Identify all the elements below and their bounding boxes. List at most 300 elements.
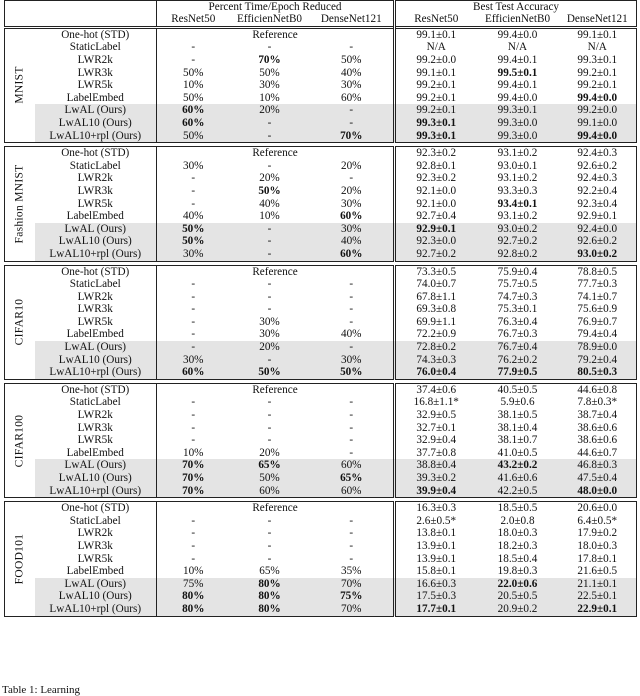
accuracy-densenet121: [559, 553, 637, 566]
accuracy-value: 44.6±0.7: [577, 446, 618, 459]
method-name: LWR3k: [77, 303, 113, 316]
time-reduced-value: -: [349, 446, 354, 459]
accuracy-efficientnetb0: [477, 396, 559, 409]
accuracy-value: 93.0±0.2: [497, 222, 538, 235]
time-reduced-value: 30%: [340, 222, 362, 235]
accuracy-value: 99.2±0.1: [416, 104, 457, 117]
time-reduced-resnet50: [157, 590, 230, 603]
accuracy-efficientnetb0: [477, 590, 559, 603]
accuracy-resnet50: [395, 291, 477, 304]
accuracy-value: 74.7±0.3: [497, 290, 538, 303]
accuracy-value: 93.1±0.2: [497, 172, 538, 185]
accuracy-value: 2.6±0.5*: [416, 514, 457, 527]
accuracy-value: 92.3±0.2: [416, 147, 457, 160]
accuracy-efficientnetb0: [477, 92, 559, 105]
accuracy-value: 92.3±0.0: [416, 235, 457, 248]
time-reduced-value: 10%: [182, 79, 204, 92]
time-reduced-densenet121: [310, 54, 395, 67]
time-reduced-value: 60%: [259, 484, 280, 497]
col-header-time-efficientnetb0: EfficienNetB0: [236, 13, 303, 26]
method-name: LWR2k: [77, 527, 113, 540]
time-reduced-resnet50: [157, 603, 230, 616]
table-row: [5, 354, 637, 367]
time-reduced-resnet50: [157, 130, 230, 143]
table-row: [5, 79, 637, 92]
accuracy-value: 99.4±0.1: [497, 79, 538, 92]
accuracy-resnet50: [395, 565, 477, 578]
accuracy-value: 37.4±0.6: [416, 383, 457, 396]
time-reduced-value: -: [267, 129, 272, 142]
dataset-block-fashion-mnist: [4, 146, 637, 261]
accuracy-value: 75.7±0.5: [497, 278, 538, 291]
time-reduced-value: 50%: [340, 54, 362, 66]
accuracy-resnet50: [395, 27, 477, 41]
time-reduced-resnet50: [157, 316, 230, 329]
table-row: [5, 198, 637, 211]
accuracy-resnet50: [395, 328, 477, 341]
accuracy-value: 16.8±1.1*: [413, 396, 459, 409]
time-reduced-densenet121: [310, 130, 395, 143]
accuracy-resnet50: [395, 341, 477, 354]
accuracy-value: 99.3±0.1: [416, 129, 457, 142]
method-name: LWR5k: [77, 315, 113, 328]
time-reduced-resnet50: [157, 67, 230, 80]
results-table: [4, 0, 636, 617]
accuracy-value: 42.2±0.5: [497, 484, 538, 497]
accuracy-value: 99.2±0.1: [577, 79, 618, 92]
accuracy-value: 48.0±0.0: [577, 484, 618, 497]
time-reduced-value: -: [191, 396, 196, 409]
time-reduced-efficientnetb0: [230, 223, 310, 236]
accuracy-value: 38.1±0.7: [497, 434, 538, 447]
accuracy-value: 41.6±0.6: [497, 472, 538, 484]
accuracy-value: 38.1±0.5: [497, 409, 538, 422]
table-row: [5, 553, 637, 566]
table-row: [5, 54, 637, 67]
table-row: [5, 422, 637, 435]
time-reduced-value: 30%: [340, 79, 362, 92]
dataset-name: FOOD101: [13, 533, 26, 585]
table-row: [5, 502, 637, 515]
accuracy-resnet50: [395, 502, 477, 515]
accuracy-densenet121: [559, 366, 637, 379]
table-row: [5, 185, 637, 198]
time-reduced-value: -: [191, 303, 196, 316]
accuracy-efficientnetb0: [477, 185, 559, 198]
accuracy-efficientnetb0: [477, 198, 559, 211]
time-reduced-value: -: [191, 41, 196, 54]
time-reduced-value: 40%: [340, 235, 362, 248]
accuracy-value: 99.2±0.1: [577, 66, 618, 79]
time-reduced-efficientnetb0: [230, 185, 310, 198]
table-row: [5, 565, 637, 578]
time-reduced-value: -: [267, 353, 272, 366]
table-row: [5, 147, 637, 160]
time-reduced-densenet121: [310, 396, 395, 409]
accuracy-efficientnetb0: [477, 447, 559, 460]
time-reduced-value: -: [267, 116, 272, 129]
method-name: LWR3k: [77, 184, 113, 197]
accuracy-value: 76.2±0.2: [497, 353, 538, 366]
time-reduced-efficientnetb0: [230, 409, 310, 422]
time-reduced-densenet121: [310, 540, 395, 553]
accuracy-value: 18.0±0.3: [577, 539, 618, 552]
accuracy-densenet121: [559, 328, 637, 341]
time-reduced-value: -: [349, 172, 354, 185]
time-reduced-resnet50: [157, 434, 230, 447]
time-reduced-efficientnetb0: [230, 130, 310, 143]
accuracy-value: 93.0±0.2: [577, 247, 618, 260]
time-reduced-resnet50: [157, 527, 230, 540]
time-reduced-efficientnetb0: [230, 104, 310, 117]
time-reduced-value: 70%: [182, 459, 205, 472]
table-row: [5, 409, 637, 422]
time-reduced-densenet121: [310, 409, 395, 422]
accuracy-densenet121: [559, 198, 637, 211]
dataset-label: [5, 147, 35, 261]
accuracy-value: 99.4±0.0: [577, 129, 618, 142]
accuracy-densenet121: [559, 210, 637, 223]
time-reduced-value: 30%: [340, 197, 362, 210]
method-name: LabelEmbed: [66, 446, 124, 459]
accuracy-value: 92.4±0.0: [577, 222, 618, 235]
time-reduced-value: -: [267, 396, 272, 409]
time-reduced-densenet121: [310, 578, 395, 591]
time-reduced-efficientnetb0: [230, 117, 310, 130]
accuracy-value: 92.7±0.4: [416, 210, 457, 223]
method-name: One-hot (STD): [61, 502, 130, 515]
table-row: [5, 172, 637, 185]
accuracy-value: 37.7±0.8: [416, 446, 457, 459]
accuracy-value: 38.6±0.6: [577, 421, 618, 434]
group-header-time: Percent Time/Epoch Reduced: [157, 1, 395, 14]
table-row: [5, 248, 637, 261]
time-reduced-efficientnetb0: [230, 434, 310, 447]
time-reduced-value: 50%: [259, 66, 280, 79]
table-row: [5, 434, 637, 447]
time-reduced-value: -: [191, 514, 196, 527]
time-reduced-resnet50: [157, 515, 230, 528]
accuracy-value: 13.9±0.1: [416, 539, 457, 552]
method-name: LWR5k: [77, 552, 113, 565]
method-name: LWR3k: [77, 421, 113, 434]
accuracy-value: N/A: [426, 41, 446, 54]
accuracy-efficientnetb0: [477, 67, 559, 80]
accuracy-efficientnetb0: [477, 303, 559, 316]
time-reduced-value: -: [349, 434, 354, 447]
time-reduced-value: -: [349, 116, 354, 129]
time-reduced-value: 65%: [259, 565, 280, 578]
dataset-name: CIFAR100: [13, 414, 26, 467]
time-reduced-value: 40%: [340, 66, 362, 79]
method-name: One-hot (STD): [61, 265, 130, 278]
accuracy-value: 77.9±0.5: [497, 366, 538, 379]
accuracy-value: 99.3±0.1: [577, 54, 618, 66]
accuracy-densenet121: [559, 67, 637, 80]
table-row: [5, 210, 637, 223]
accuracy-densenet121: [559, 422, 637, 435]
time-reduced-densenet121: [310, 354, 395, 367]
table-row: [5, 459, 637, 472]
dataset-name: CIFAR10: [13, 298, 26, 346]
time-reduced-value: -: [349, 104, 354, 117]
time-reduced-resnet50: [157, 291, 230, 304]
method-name: LwAL (Ours): [35, 578, 157, 591]
accuracy-efficientnetb0: [477, 341, 559, 354]
time-reduced-densenet121: [310, 278, 395, 291]
time-reduced-value: 30%: [340, 353, 362, 366]
time-reduced-value: 60%: [182, 366, 205, 379]
accuracy-densenet121: [559, 54, 637, 67]
time-reduced-resnet50: [157, 210, 230, 223]
time-reduced-resnet50: [157, 117, 230, 130]
accuracy-value: 21.1±0.1: [577, 577, 618, 590]
accuracy-resnet50: [395, 485, 477, 498]
accuracy-efficientnetb0: [477, 527, 559, 540]
time-reduced-value: -: [191, 172, 196, 185]
time-reduced-value: 70%: [340, 577, 362, 590]
time-reduced-resnet50: [157, 41, 230, 54]
accuracy-resnet50: [395, 303, 477, 316]
accuracy-value: 18.5±0.5: [497, 502, 538, 515]
time-reduced-densenet121: [310, 198, 395, 211]
accuracy-value: 92.7±0.2: [497, 235, 538, 248]
accuracy-densenet121: [559, 79, 637, 92]
accuracy-efficientnetb0: [477, 459, 559, 472]
time-reduced-densenet121: [310, 172, 395, 185]
time-reduced-value: -: [267, 278, 272, 291]
dataset-label: [5, 383, 35, 497]
accuracy-resnet50: [395, 603, 477, 616]
time-reduced-efficientnetb0: [230, 235, 310, 248]
accuracy-efficientnetb0: [477, 291, 559, 304]
accuracy-efficientnetb0: [477, 172, 559, 185]
time-reduced-densenet121: [310, 434, 395, 447]
accuracy-value: 92.9±0.1: [577, 210, 618, 223]
time-reduced-value: 75%: [182, 577, 204, 590]
accuracy-efficientnetb0: [477, 316, 559, 329]
time-reduced-resnet50: [157, 160, 230, 173]
time-reduced-densenet121: [310, 590, 395, 603]
time-reduced-value: -: [267, 527, 272, 540]
time-reduced-efficientnetb0: [230, 54, 310, 67]
table-row: [5, 396, 637, 409]
dataset-label: [5, 502, 35, 616]
accuracy-densenet121: [559, 291, 637, 304]
table-row: [5, 447, 637, 460]
time-reduced-efficientnetb0: [230, 527, 310, 540]
accuracy-value: 20.9±0.2: [497, 602, 538, 615]
accuracy-value: 38.6±0.6: [577, 434, 618, 447]
method-name: LWR3k: [77, 66, 113, 79]
table-row: [5, 590, 637, 603]
method-name: One-hot (STD): [61, 383, 130, 396]
accuracy-value: 17.5±0.3: [416, 590, 457, 603]
time-reduced-value: -: [191, 328, 196, 341]
accuracy-value: 18.0±0.3: [497, 527, 538, 540]
time-reduced-resnet50: [157, 396, 230, 409]
accuracy-value: 99.1±0.1: [416, 28, 457, 41]
time-reduced-value: 40%: [340, 328, 362, 341]
time-reduced-resnet50: [157, 79, 230, 92]
accuracy-value: 92.4±0.3: [577, 147, 618, 160]
table-caption: Table 1: Learning: [2, 684, 81, 696]
time-reduced-value: -: [191, 197, 196, 210]
time-reduced-value: 60%: [340, 210, 363, 223]
time-reduced-value: -: [349, 421, 354, 434]
time-reduced-resnet50: [157, 472, 230, 485]
accuracy-value: 6.4±0.5*: [577, 514, 618, 527]
accuracy-value: 2.0±0.8: [500, 514, 535, 527]
accuracy-resnet50: [395, 67, 477, 80]
accuracy-value: 32.7±0.1: [416, 421, 457, 434]
accuracy-efficientnetb0: [477, 383, 559, 396]
time-reduced-efficientnetb0: [230, 291, 310, 304]
accuracy-value: 41.0±0.5: [497, 446, 538, 459]
accuracy-resnet50: [395, 459, 477, 472]
accuracy-densenet121: [559, 172, 637, 185]
method-name: LWR5k: [77, 79, 113, 92]
time-reduced-resnet50: [157, 198, 230, 211]
table-row: [5, 117, 637, 130]
time-reduced-value: 80%: [182, 602, 205, 615]
accuracy-value: 74.0±0.7: [416, 278, 457, 291]
time-reduced-value: -: [267, 514, 272, 527]
accuracy-efficientnetb0: [477, 248, 559, 261]
accuracy-value: 92.2±0.4: [577, 184, 618, 197]
time-reduced-densenet121: [310, 79, 395, 92]
time-reduced-value: -: [349, 41, 354, 54]
accuracy-densenet121: [559, 383, 637, 396]
method-name: StaticLabel: [69, 159, 121, 172]
method-name: StaticLabel: [69, 278, 121, 291]
time-reduced-value: -: [191, 184, 196, 197]
time-reduced-value: 30%: [259, 328, 280, 341]
accuracy-efficientnetb0: [477, 147, 559, 160]
accuracy-densenet121: [559, 316, 637, 329]
accuracy-value: 76.7±0.3: [497, 328, 538, 341]
accuracy-densenet121: [559, 434, 637, 447]
time-reduced-value: 10%: [182, 565, 204, 578]
accuracy-value: 43.2±0.2: [497, 459, 538, 472]
accuracy-value: 20.5±0.5: [497, 590, 538, 603]
table-row: [5, 303, 637, 316]
time-reduced-value: 50%: [182, 129, 204, 142]
method-name: LWR5k: [77, 434, 113, 447]
time-reduced-value: 80%: [258, 590, 281, 603]
accuracy-resnet50: [395, 147, 477, 160]
accuracy-resnet50: [395, 396, 477, 409]
accuracy-efficientnetb0: [477, 130, 559, 143]
accuracy-efficientnetb0: [477, 79, 559, 92]
accuracy-resnet50: [395, 354, 477, 367]
time-reduced-efficientnetb0: [230, 328, 310, 341]
method-name: LwAL10+rpl (Ours): [35, 603, 157, 616]
accuracy-value: 93.1±0.2: [497, 210, 538, 223]
accuracy-efficientnetb0: [477, 160, 559, 173]
time-reduced-resnet50: [157, 223, 230, 236]
time-reduced-value: 10%: [182, 446, 204, 459]
accuracy-resnet50: [395, 422, 477, 435]
accuracy-value: 22.5±0.1: [577, 590, 618, 603]
table-row: [5, 41, 637, 54]
time-reduced-densenet121: [310, 316, 395, 329]
method-name: LabelEmbed: [66, 91, 124, 104]
accuracy-efficientnetb0: [477, 278, 559, 291]
accuracy-efficientnetb0: [477, 472, 559, 485]
dataset-block-food101: [4, 501, 637, 616]
time-reduced-densenet121: [310, 422, 395, 435]
time-reduced-efficientnetb0: [230, 316, 310, 329]
time-reduced-value: 60%: [340, 91, 362, 104]
accuracy-value: 13.8±0.1: [416, 527, 457, 540]
method-name: LwAL (Ours): [35, 459, 157, 472]
time-reduced-value: 20%: [340, 159, 362, 172]
accuracy-value: 99.4±0.1: [497, 54, 538, 66]
accuracy-value: 99.1±0.1: [416, 66, 457, 79]
time-reduced-resnet50: [157, 366, 230, 379]
time-reduced-value: -: [191, 54, 196, 66]
time-reduced-resnet50: [157, 485, 230, 498]
time-reduced-value: 60%: [182, 116, 205, 129]
time-reduced-densenet121: [310, 472, 395, 485]
table-row: [5, 265, 637, 278]
time-reduced-efficientnetb0: [230, 578, 310, 591]
accuracy-value: 19.8±0.3: [497, 565, 538, 578]
accuracy-resnet50: [395, 265, 477, 278]
accuracy-value: 99.2±0.0: [416, 54, 457, 66]
time-reduced-value: -: [349, 303, 354, 316]
accuracy-efficientnetb0: [477, 565, 559, 578]
time-reduced-efficientnetb0: [230, 341, 310, 354]
accuracy-densenet121: [559, 147, 637, 160]
reference-cell: Reference: [157, 147, 395, 160]
accuracy-value: 17.7±0.1: [416, 602, 457, 615]
time-reduced-value: 20%: [259, 446, 280, 459]
accuracy-value: 72.8±0.2: [416, 341, 457, 354]
accuracy-value: 78.9±0.0: [577, 341, 618, 354]
time-reduced-densenet121: [310, 223, 395, 236]
accuracy-value: 38.1±0.4: [497, 421, 538, 434]
accuracy-efficientnetb0: [477, 603, 559, 616]
time-reduced-densenet121: [310, 603, 395, 616]
accuracy-efficientnetb0: [477, 434, 559, 447]
method-name: One-hot (STD): [61, 28, 130, 41]
accuracy-value: 79.2±0.4: [577, 353, 618, 366]
accuracy-value: 74.1±0.7: [577, 290, 618, 303]
table-row: [5, 527, 637, 540]
time-reduced-efficientnetb0: [230, 472, 310, 485]
accuracy-value: 99.1±0.1: [577, 28, 618, 41]
time-reduced-value: 60%: [340, 247, 363, 260]
time-reduced-resnet50: [157, 578, 230, 591]
time-reduced-value: -: [191, 527, 196, 540]
time-reduced-resnet50: [157, 54, 230, 67]
method-name: LwAL10 (Ours): [35, 590, 157, 603]
accuracy-resnet50: [395, 160, 477, 173]
method-name: LabelEmbed: [66, 328, 124, 341]
accuracy-efficientnetb0: [477, 104, 559, 117]
time-reduced-efficientnetb0: [230, 540, 310, 553]
time-reduced-value: -: [267, 434, 272, 447]
accuracy-value: N/A: [507, 41, 528, 54]
accuracy-resnet50: [395, 278, 477, 291]
accuracy-value: 46.8±0.3: [577, 459, 618, 472]
time-reduced-resnet50: [157, 172, 230, 185]
accuracy-value: 99.3±0.1: [416, 116, 457, 129]
time-reduced-densenet121: [310, 291, 395, 304]
accuracy-efficientnetb0: [477, 540, 559, 553]
